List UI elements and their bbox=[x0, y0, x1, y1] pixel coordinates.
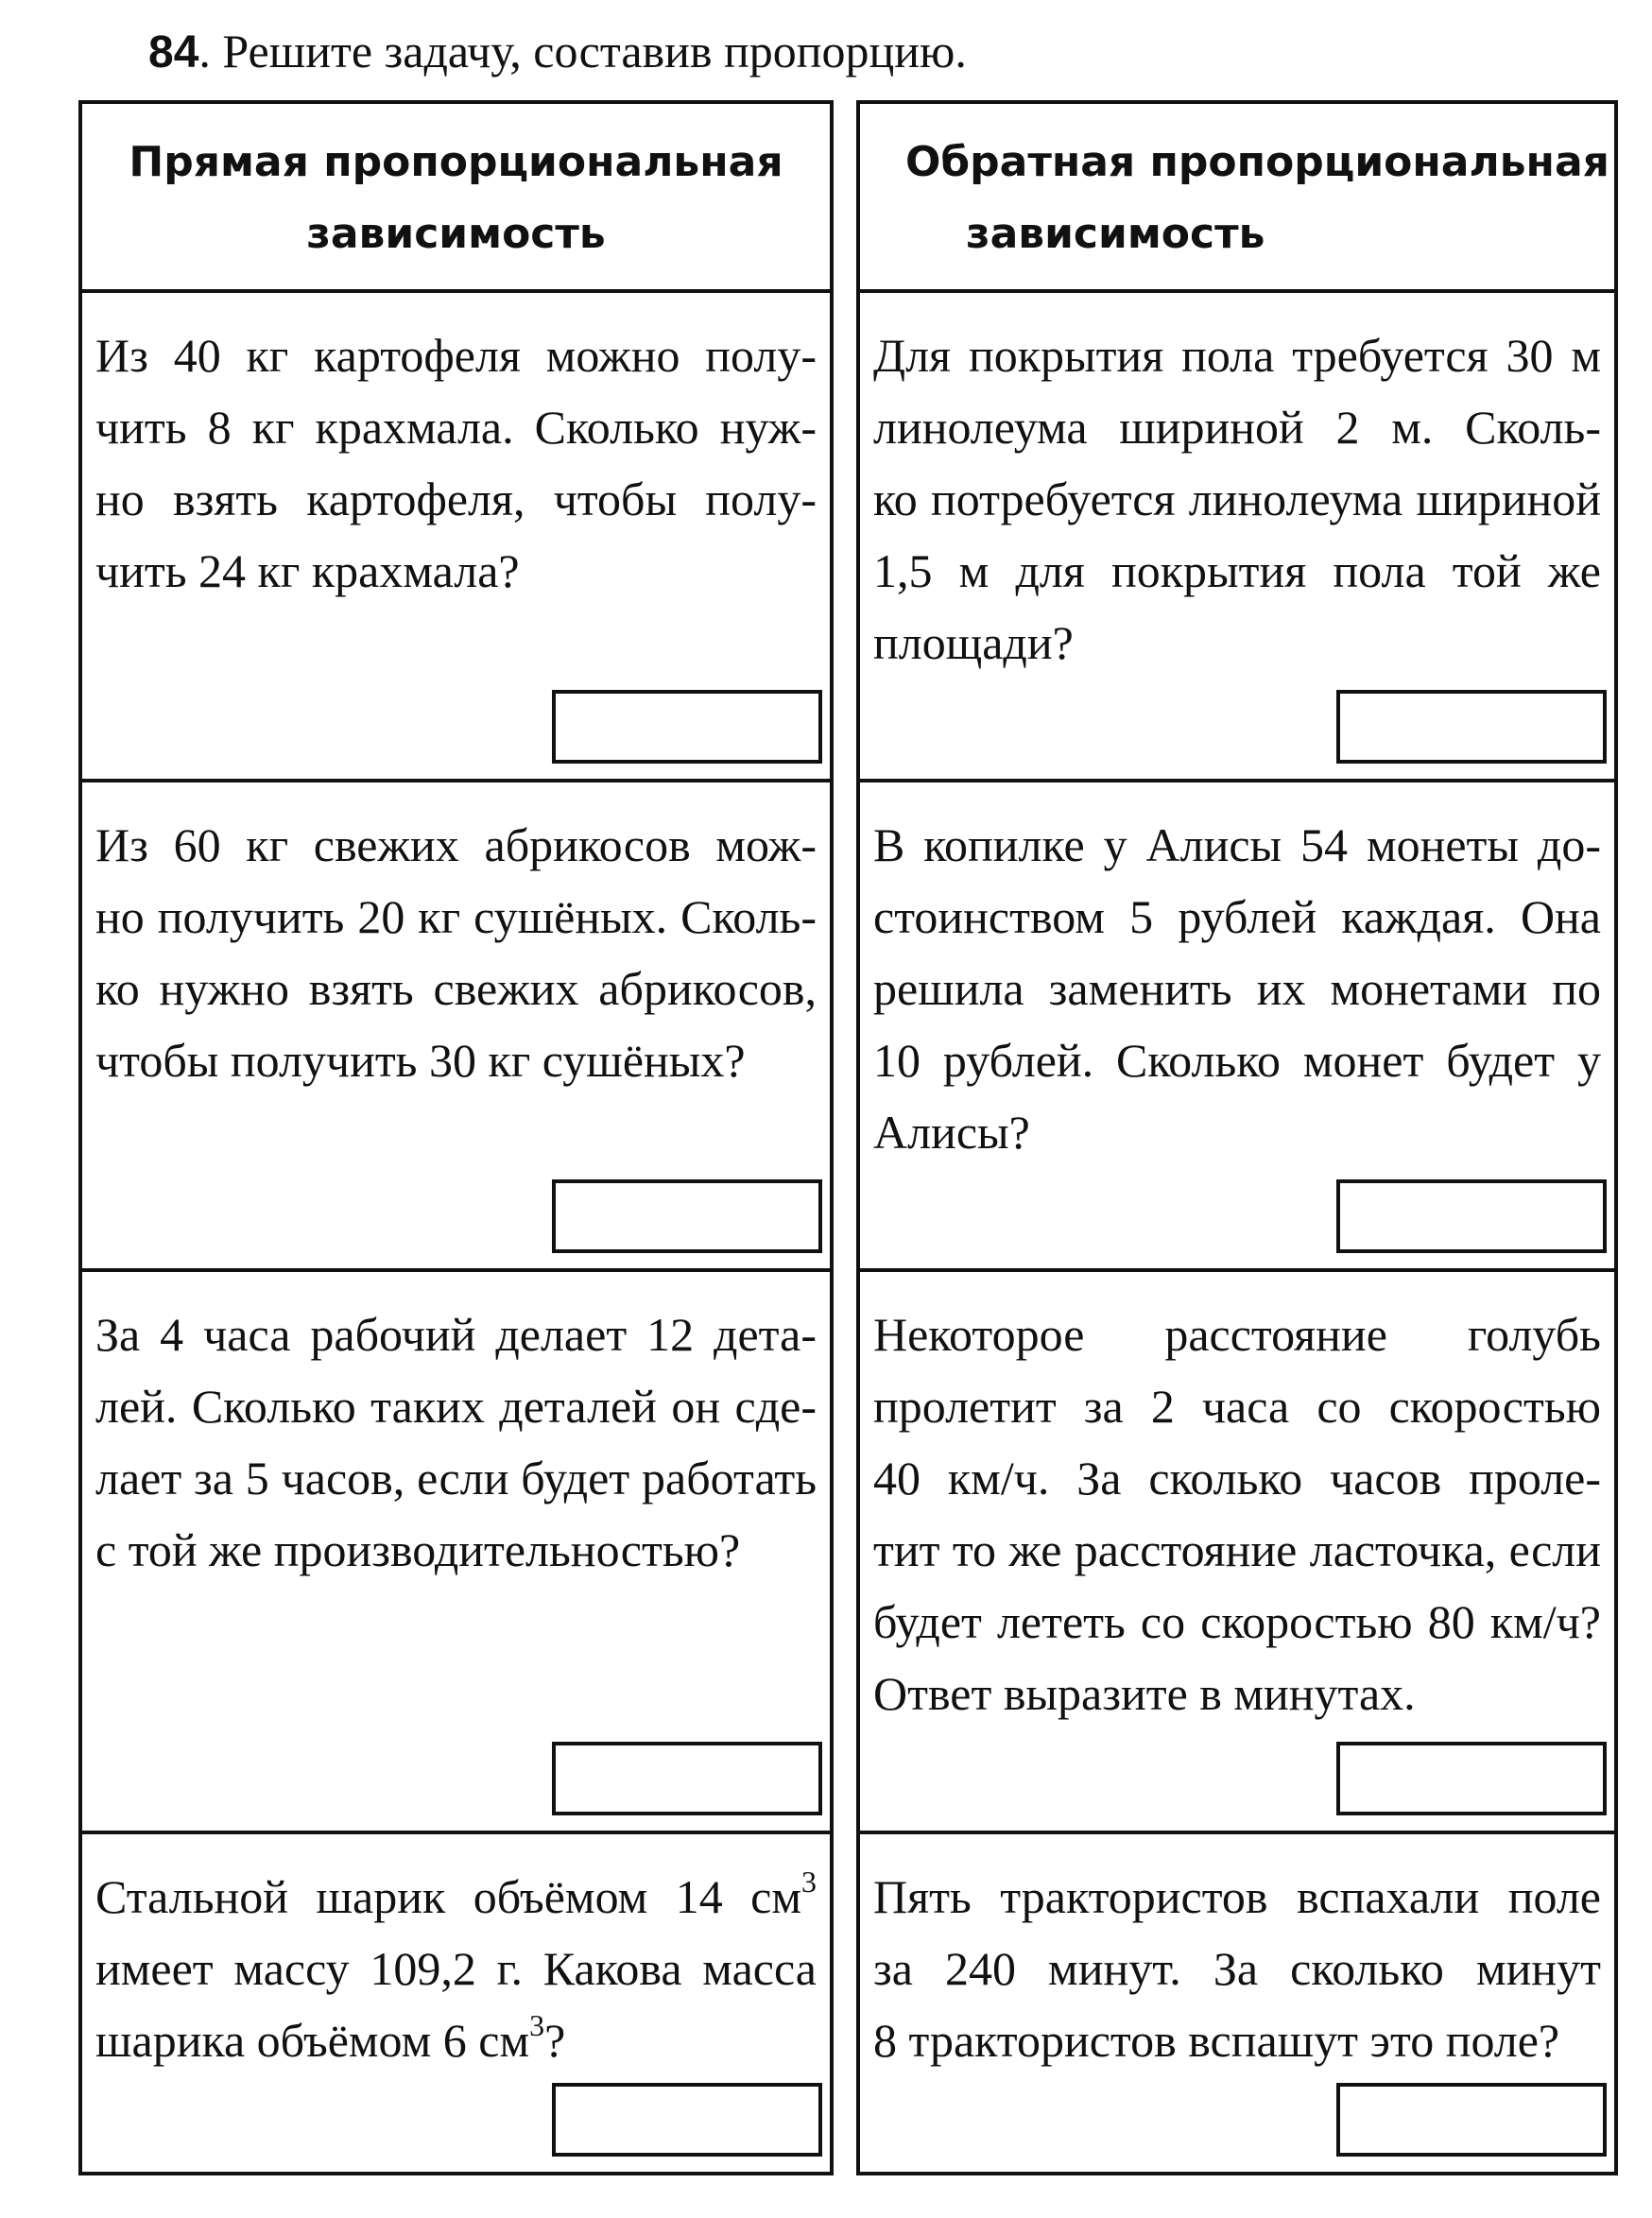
task-number: 84 bbox=[148, 27, 199, 77]
problem-text-line: чить 24 кг крахмала? bbox=[95, 544, 520, 597]
problem-text-line: стоинством 5 рублей каждая. Она bbox=[873, 890, 1601, 943]
answer-box[interactable] bbox=[552, 690, 822, 764]
problem-text-line: ко потребуется линолеума шириной bbox=[873, 473, 1601, 525]
problem-cell-direct-3 bbox=[82, 1272, 830, 1834]
problem-text-line: будет лететь со скоростью 80 км/ч? bbox=[873, 1595, 1601, 1648]
problem-text-line: решила заменить их монетами по bbox=[873, 962, 1601, 1015]
problem-text-line: Из 60 кг свежих абрикосов мож- bbox=[95, 818, 817, 871]
problem-text-line: 40 км/ч. За сколько часов проле- bbox=[873, 1452, 1601, 1504]
header-line: Прямая пропорциональная bbox=[129, 138, 783, 186]
problem-text-line: лей. Сколько таких деталей он сде- bbox=[95, 1380, 817, 1433]
header-line: зависимость bbox=[966, 210, 1265, 258]
task-instruction: . Решите задачу, составив пропорцию. bbox=[198, 25, 967, 77]
problem-text-line: площади? bbox=[873, 616, 1074, 669]
task-title bbox=[148, 21, 967, 83]
problem-cell-inverse-2 bbox=[860, 782, 1614, 1272]
problem-text-line: тит то же расстояние ласточка, если bbox=[873, 1523, 1601, 1576]
problem-text-line: чить 8 кг крахмала. Сколько нуж- bbox=[95, 401, 817, 454]
header-line: Обратная пропорциональная bbox=[905, 138, 1609, 186]
answer-box[interactable] bbox=[1336, 690, 1607, 764]
problem-cell-inverse-3 bbox=[860, 1272, 1614, 1834]
problem-text-line: Алисы? bbox=[873, 1106, 1030, 1159]
problem-text: шарика объёмом 6 см bbox=[95, 2014, 530, 2067]
answer-box[interactable] bbox=[552, 1179, 822, 1253]
inverse-proportion-header bbox=[860, 104, 1614, 293]
direct-proportion-column bbox=[78, 100, 834, 2175]
answer-box[interactable] bbox=[1336, 1179, 1607, 1253]
answer-box[interactable] bbox=[1336, 1742, 1607, 1815]
problem-cell-inverse-4 bbox=[860, 1834, 1614, 2172]
answer-box[interactable] bbox=[552, 2083, 822, 2157]
problem-text-line: 10 рублей. Сколько монет будет у bbox=[873, 1034, 1601, 1087]
problem-text-line: Из 40 кг картофеля можно полу- bbox=[95, 329, 817, 382]
problem-text-line: Пять трактористов вспахали поле bbox=[873, 1870, 1601, 1923]
problem-cell-direct-2 bbox=[82, 782, 830, 1272]
problem-cell-direct-4 bbox=[82, 1834, 830, 2172]
problem-text-line: Некоторое расстояние голубь bbox=[873, 1308, 1601, 1361]
problem-text-line: имеет массу 109,2 г. Какова масса bbox=[95, 1942, 817, 1995]
header-line: зависимость bbox=[306, 210, 606, 258]
problem-text-line: с той же производительностью? bbox=[95, 1523, 741, 1576]
problem-text-line: 1,5 м для покрытия пола той же bbox=[873, 544, 1601, 597]
problem-cell-direct-1 bbox=[82, 293, 830, 782]
answer-box[interactable] bbox=[1336, 2083, 1607, 2157]
answer-box[interactable] bbox=[552, 1742, 822, 1815]
problem-text-line: пролетит за 2 часа со скоростью bbox=[873, 1380, 1601, 1433]
problem-text-line bbox=[95, 1861, 817, 1933]
problem-text-line: Для покрытия пола требуется 30 м bbox=[873, 329, 1601, 382]
problem-text-line: но получить 20 кг сушёных. Сколь- bbox=[95, 890, 817, 943]
inverse-proportion-column bbox=[856, 100, 1618, 2175]
problem-text-line: 8 трактористов вспашут это поле? bbox=[873, 2014, 1560, 2067]
problem-text-line bbox=[95, 2004, 817, 2076]
problem-text-line: чтобы получить 30 кг сушёных? bbox=[95, 1034, 746, 1087]
problem-text-line: линолеума шириной 2 м. Сколь- bbox=[873, 401, 1601, 454]
problem-cell-inverse-1 bbox=[860, 293, 1614, 782]
problem-text: ? bbox=[544, 2014, 566, 2067]
problem-text-line: Ответ выразите в минутах. bbox=[873, 1667, 1416, 1720]
superscript: 3 bbox=[529, 2008, 545, 2042]
problem-text-line: За 4 часа рабочий делает 12 дета- bbox=[95, 1308, 817, 1361]
problem-text-line: В копилке у Алисы 54 монеты до- bbox=[873, 818, 1601, 871]
superscript: 3 bbox=[801, 1865, 817, 1899]
problem-text-line: лает за 5 часов, если будет работать bbox=[95, 1452, 817, 1504]
problem-text-line: за 240 минут. За сколько минут bbox=[873, 1942, 1601, 1995]
problem-text: Стальной шарик объёмом 14 см bbox=[95, 1870, 801, 1923]
problem-text-line: ко нужно взять свежих абрикосов, bbox=[95, 962, 817, 1015]
direct-proportion-header bbox=[82, 104, 830, 293]
problem-text-line: но взять картофеля, чтобы полу- bbox=[95, 473, 817, 525]
